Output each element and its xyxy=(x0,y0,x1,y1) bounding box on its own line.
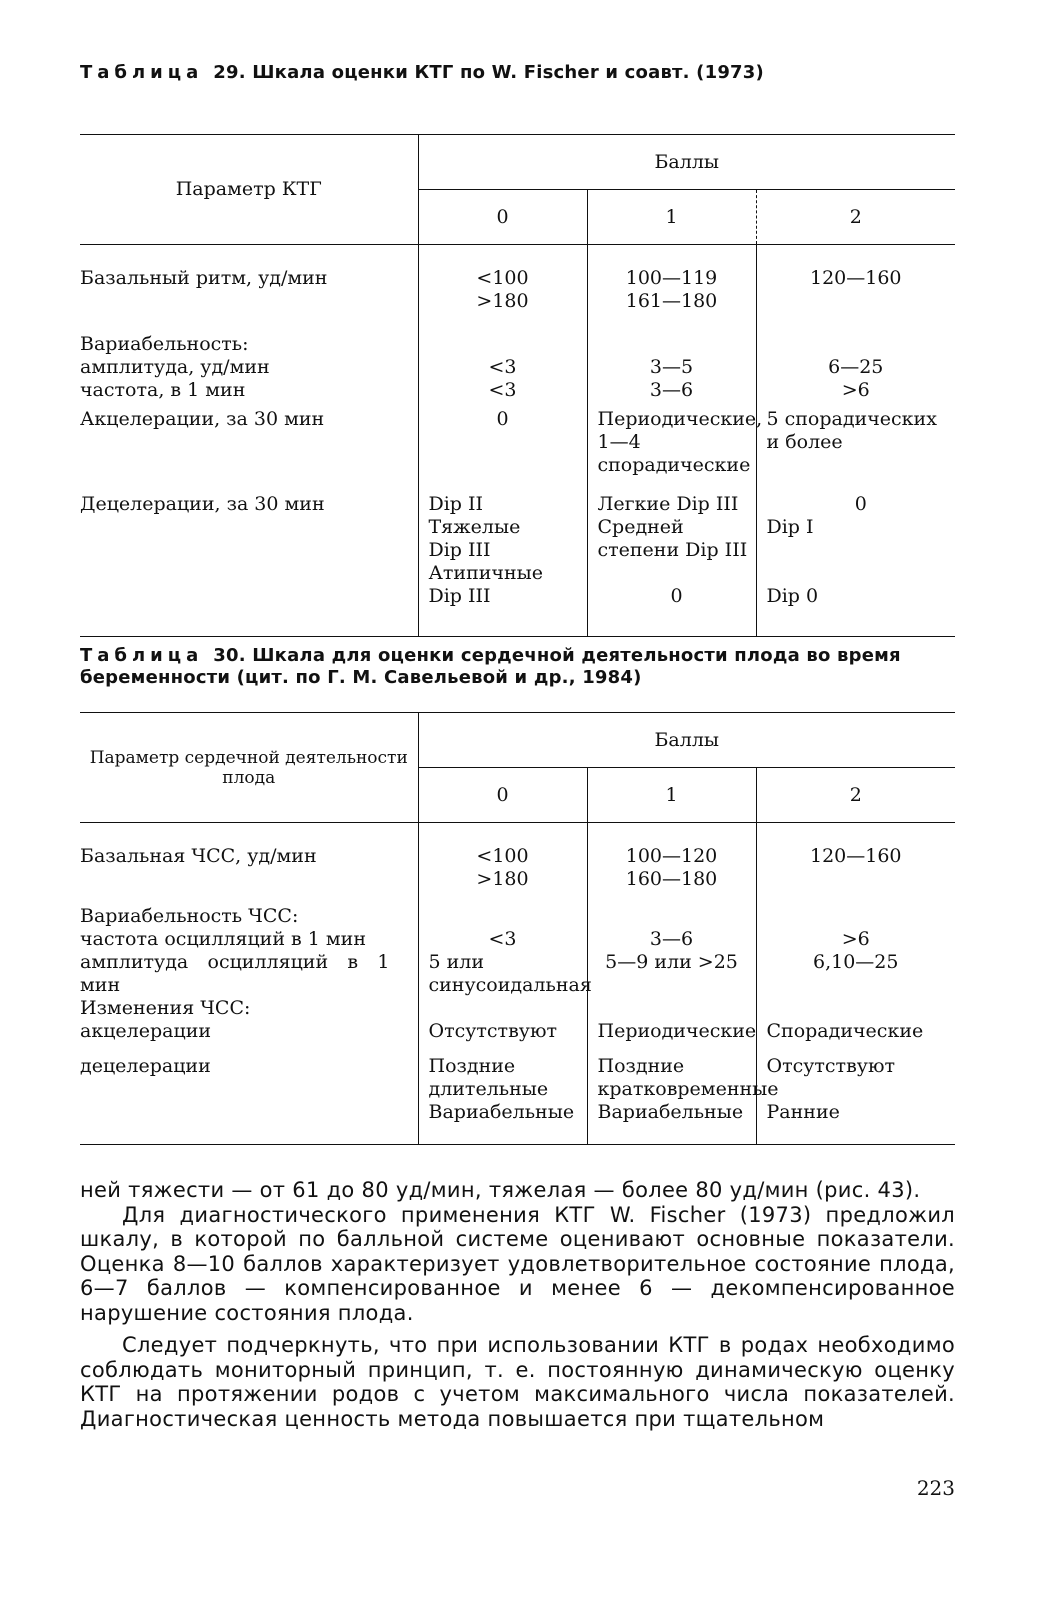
table-29-param: Базальный ритм, уд/мин xyxy=(80,267,328,289)
table-29-row xyxy=(80,245,955,314)
table-29-cell: 0 xyxy=(670,585,683,607)
table-29-cell: Dip III xyxy=(428,539,491,561)
table-29-cell: Dip II xyxy=(428,493,484,515)
table-29-param: амплитуда, уд/мин xyxy=(80,356,270,378)
table-30-cell: Ранние xyxy=(766,1101,840,1123)
table-29-cell: 3—5 xyxy=(649,356,694,378)
table-29-cell: Средней степени Dip III xyxy=(597,516,748,561)
table-30-row xyxy=(80,997,955,1020)
table-30-param: Вариабельность ЧСС: xyxy=(80,905,299,927)
table-29-cell: >6 xyxy=(841,379,870,401)
table-29-caption-text: 29. Шкала оценки КТГ по W. Fischer и соавт. (1973) xyxy=(213,62,764,83)
table-29-row xyxy=(80,402,955,477)
table-30-cell: 3—6 xyxy=(649,928,694,950)
table-29-cell: Периодические, 1—4 спорадические xyxy=(597,408,763,476)
table-30-row xyxy=(80,1020,955,1043)
table-29-cell: 6—25 xyxy=(828,356,884,378)
table-29-cell: Тяжелые xyxy=(428,516,521,538)
table-30-caption-text: 30. Шкала для оценки сердечной деятельности плода во время беременности (цит. по Г. М. Савельевой и др., 1984) xyxy=(80,645,901,688)
table-30-cell: <3 xyxy=(488,928,517,950)
table-30-row xyxy=(80,951,955,997)
table-29-cell: 120—160 xyxy=(809,267,902,289)
table-29-cell: 0 xyxy=(496,408,509,430)
table-30-cell: Поздние кратковременные xyxy=(597,1055,779,1100)
table-30-param: частота осцилляций в 1 мин xyxy=(80,928,367,950)
table-30-cell: Отсутствуют xyxy=(428,1020,558,1042)
table-30-cell: Вариабельные xyxy=(428,1101,575,1123)
table-30-cell: 100—120 xyxy=(625,845,718,867)
table-29-param-header: Параметр КТГ xyxy=(80,135,418,245)
table-30-row xyxy=(80,928,955,951)
table-30-row xyxy=(80,1043,955,1145)
table-29-row xyxy=(80,356,955,402)
table-29-score-col-2: 2 xyxy=(756,190,955,245)
table-29-param: частота, в 1 мин xyxy=(80,379,246,401)
table-30-cell: >6 xyxy=(841,928,870,950)
table-30-score-col-1: 1 xyxy=(587,768,756,823)
table-29-param: Акцелерации, за 30 мин xyxy=(80,408,325,430)
paragraph-2: Для диагностического применения КТГ W. Fischer (1973) предложил шкалу, в которой по балльной системе оценивают основные показатели. Оценка 8—10 баллов характеризует удовлетворительное состояние плода, 6—7 баллов — компенсированное и менее 6 — декомпенсированное нарушение состояния плода. xyxy=(80,1202,955,1325)
table-29 xyxy=(80,134,955,637)
table-30-param: акцелерации xyxy=(80,1020,212,1042)
table-29-param: Вариабельность: xyxy=(80,333,249,355)
table-29-cell: Dip 0 xyxy=(766,585,819,607)
table-30-cell: >180 xyxy=(476,868,529,890)
page-number: 223 xyxy=(916,1476,955,1500)
table-30-cell: Отсутствуют xyxy=(766,1055,896,1077)
table-29-cell: 161—180 xyxy=(625,290,718,312)
paragraph-3: Следует подчеркнуть, что при использовании КТГ в родах необходимо соблюдать мониторный принцип, т. е. постоянную динамическую оценку КТГ на протяжении родов с учетом максимального числа показателей. Диагностическая ценность метода повышается при тщательном xyxy=(80,1333,955,1431)
table-30-cell: 160—180 xyxy=(625,868,718,890)
table-29-row xyxy=(80,477,955,637)
table-30-param: амплитуда осцилляций в 1 мин xyxy=(80,951,390,996)
table-30-cell: 5—9 или >25 xyxy=(605,951,738,973)
table-29-scores-header: Баллы xyxy=(418,135,955,190)
table-30-param-header: Параметр сердечной деятельности плода xyxy=(80,713,418,823)
table-30-param: Базальная ЧСС, уд/мин xyxy=(80,845,317,867)
table-29-cell: Легкие Dip III xyxy=(597,493,739,515)
table-30-cell: Вариабельные xyxy=(597,1101,744,1123)
table-29-cell: <100 xyxy=(476,267,529,289)
table-29-cell: >180 xyxy=(476,290,529,312)
table-29-cell: Dip III xyxy=(428,585,491,607)
table-29-cell: 0 xyxy=(854,493,867,515)
table-29-cell: 3—6 xyxy=(649,379,694,401)
table-30-score-col-0: 0 xyxy=(418,768,587,823)
table-29-cell: <3 xyxy=(488,356,517,378)
table-30-caption-label: Таблица xyxy=(80,645,204,666)
table-30-cell: 5 или синусоидальная xyxy=(428,951,592,996)
table-30-cell: Спорадические xyxy=(766,1020,924,1042)
body-text xyxy=(80,1178,955,1431)
table-29-caption-label: Таблица xyxy=(80,62,204,83)
table-30 xyxy=(80,712,955,1145)
table-29-caption xyxy=(80,62,955,84)
table-29-cell: 100—119 xyxy=(625,267,718,289)
table-30-row xyxy=(80,891,955,928)
table-29-cell: Атипичные xyxy=(428,562,543,584)
table-29-cell: <3 xyxy=(488,379,517,401)
table-30-scores-header: Баллы xyxy=(418,713,955,768)
table-30-row xyxy=(80,823,955,892)
table-29-cell: Dip I xyxy=(766,516,814,538)
table-29-param: Децелерации, за 30 мин xyxy=(80,493,325,515)
table-30-cell: <100 xyxy=(476,845,529,867)
table-30-param: Изменения ЧСС: xyxy=(80,997,251,1019)
table-30-cell: Периодические xyxy=(597,1020,757,1042)
table-29-row xyxy=(80,313,955,356)
table-29-score-col-0: 0 xyxy=(418,190,587,245)
paragraph-1: ней тяжести — от 61 до 80 уд/мин, тяжелая — более 80 уд/мин (рис. 43). xyxy=(80,1178,921,1202)
table-30-score-col-2: 2 xyxy=(756,768,955,823)
table-29-cell: 5 спорадических и более xyxy=(766,408,937,453)
table-29-score-col-1: 1 xyxy=(587,190,756,245)
table-30-cell: 120—160 xyxy=(809,845,902,867)
table-30-param: децелерации xyxy=(80,1055,211,1077)
table-30-cell: 6,10—25 xyxy=(813,951,899,973)
table-30-caption xyxy=(80,645,960,689)
table-30-cell: Поздние длительные xyxy=(428,1055,549,1100)
